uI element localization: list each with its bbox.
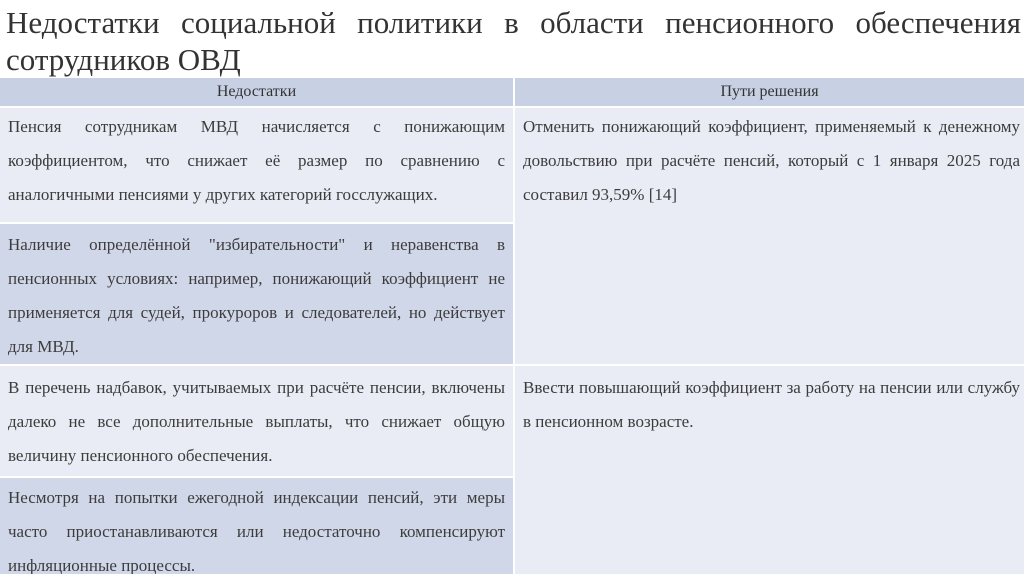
solution-cell-2: Ввести повышающий коэффициент за работу на пенсии или службу в пенсионном возрасте. [515,366,1024,574]
drawback-cell-2: Наличие определённой "избирательности" и неравенства в пенсионных условиях: например, понижающий коэффициент не применяется для судей, прокуроров и следователей, но действует для МВД. [0,224,513,364]
drawback-cell-4: Несмотря на попытки ежегодной индексации пенсий, эти меры часто приостанавливаются или недостаточно компенсируют инфляционные процессы. [0,478,513,574]
header-drawbacks: Недостатки [0,78,513,106]
slide-title: Недостатки социальной политики в области пенсионного обеспечения сотрудников ОВД [6,5,1021,77]
header-solutions: Пути решения [515,78,1024,106]
drawback-cell-1: Пенсия сотрудникам МВД начисляется с понижающим коэффициентом, что снижает её размер по сравнению с аналогичными пенсиями у других категорий госслужащих. [0,108,513,222]
drawback-cell-3: В перечень надбавок, учитываемых при расчёте пенсии, включены далеко не все дополнительные выплаты, что снижает общую величину пенсионного обеспечения. [0,366,513,476]
solution-cell-1: Отменить понижающий коэффициент, применяемый к денежному довольствию при расчёте пенсий, который с 1 января 2025 года составил 93,59% [14] [515,108,1024,364]
